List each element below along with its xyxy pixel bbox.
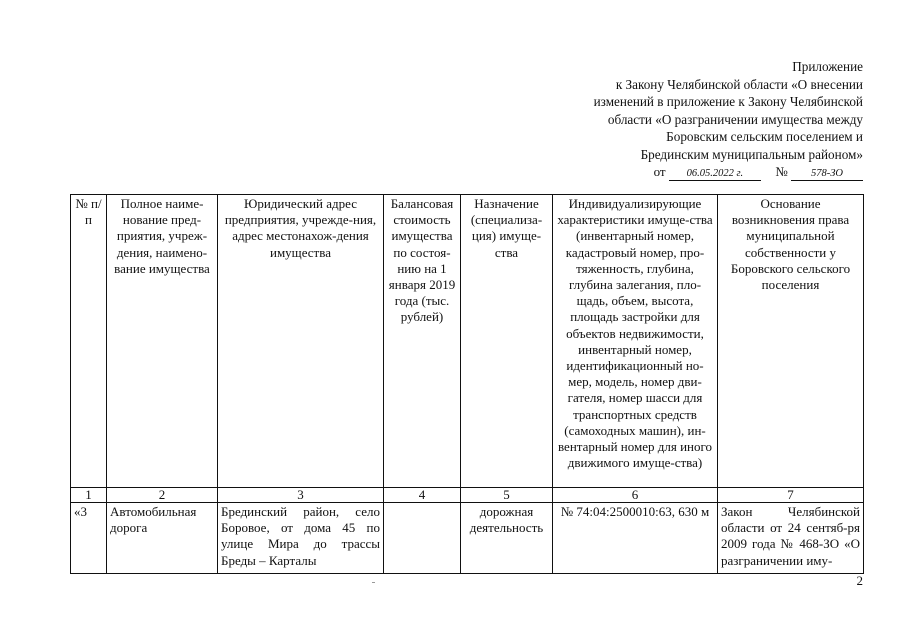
property-address: Брединский район, село Боровое, от дома 45 по улице Мира до трассы Бреды – Карталы — [218, 503, 384, 574]
header-line: к Закону Челябинской области «О внесении — [615, 76, 863, 92]
date-prefix: от — [653, 164, 666, 179]
law-number: 578-ЗО — [791, 167, 863, 181]
page-number: 2 — [856, 573, 863, 588]
column-header: Юридический адрес предприятия, учрежде-ния, адрес местонахож-дения имущества — [218, 195, 384, 488]
column-number: 1 — [71, 488, 107, 503]
column-number-row — [71, 488, 864, 503]
column-number: 6 — [553, 488, 718, 503]
table-header-row — [71, 195, 864, 488]
number-sign: № — [775, 164, 788, 179]
row-number: «3 — [71, 503, 107, 574]
header-line: Приложение — [792, 59, 863, 74]
column-number: 3 — [218, 488, 384, 503]
column-header: Индивидуализирующие характеристики имуще-ства (инвентарный номер, кадастровый номер, про-тяженность, глубина, глубина залегания, пло-щадь, объем, высота, площадь застройки для объектов недвижимости, инвентарный номер, идентификационный но-мер, модель, номер дви-гателя, номер шасси для транспортных средств (самоходных машин), ин-вентарный номер для иного движимого имуще-ства) — [553, 195, 718, 488]
date-number-line — [543, 163, 863, 181]
header-line: Боровским сельским поселением и — [666, 129, 863, 144]
column-header: Назначение (специализа-ция) имуще-ства — [461, 195, 553, 488]
column-number: 5 — [461, 488, 553, 503]
header-line: изменений в приложение к Закону Челябинской — [593, 94, 863, 109]
column-header: Основание возникновения права муниципальной собственности у Боровского сельского поселения — [718, 195, 864, 488]
property-purpose: дорожная деятельность — [461, 503, 553, 574]
property-characteristics: № 74:04:2500010:63, 630 м — [553, 503, 718, 574]
property-name: Автомобильная дорога — [107, 503, 218, 574]
column-number: 4 — [384, 488, 461, 503]
appendix-header — [543, 58, 863, 181]
column-header: Полное наиме-нование пред-приятия, учреж-дения, наимено-вание имущества — [107, 195, 218, 488]
ownership-basis: Закон Челябинской области от 24 сентяб-ря 2009 года № 468-ЗО «О разграничении иму- — [718, 503, 864, 574]
scan-artifact — [372, 582, 375, 583]
column-number: 7 — [718, 488, 864, 503]
law-date: 06.05.2022 г. — [669, 167, 761, 181]
header-line: области «О разграничении имущества между — [607, 111, 863, 127]
table-row — [71, 503, 864, 574]
balance-value — [384, 503, 461, 574]
column-header: Балансовая стоимость имущества по состоя-нию на 1 января 2019 года (тыс. рублей) — [384, 195, 461, 488]
property-table — [70, 194, 864, 574]
column-header: № п/п — [71, 195, 107, 488]
header-line: Брединским муниципальным районом» — [640, 146, 863, 162]
column-number: 2 — [107, 488, 218, 503]
